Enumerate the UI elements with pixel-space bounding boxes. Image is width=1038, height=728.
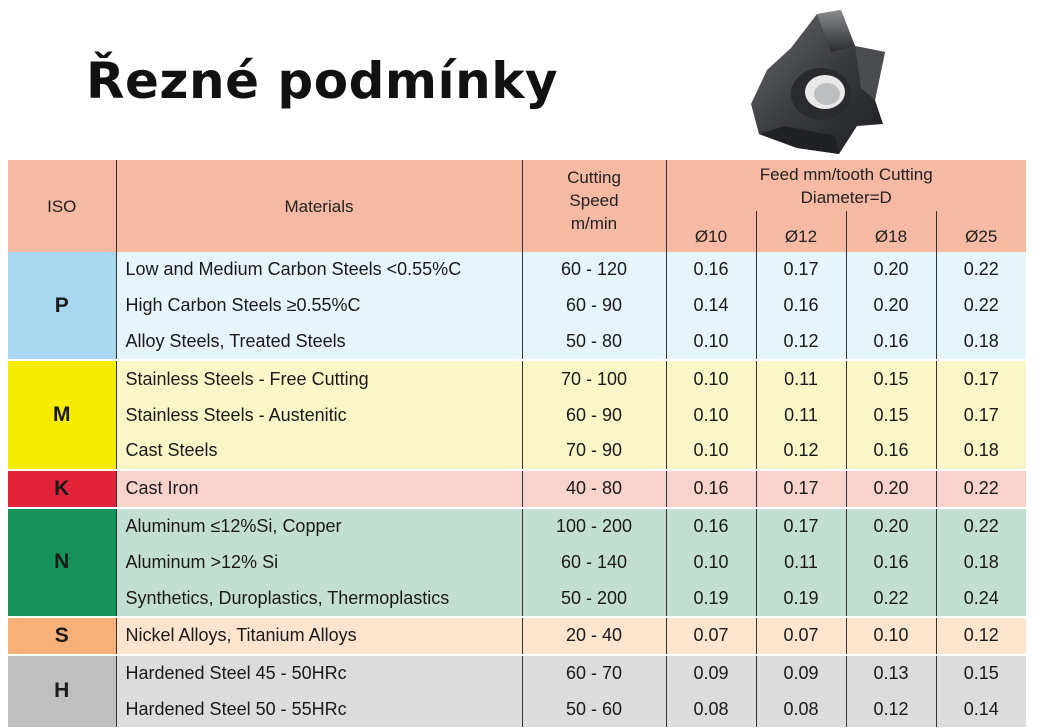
cutting-speed-cell: 100 - 200 [522,508,666,545]
table-row [8,252,1026,288]
iso-group-label: M [8,360,116,469]
feed-cell: 0.10 [693,404,729,425]
feed-cell: 0.10 [693,551,729,572]
feed-cell: 0.15 [846,360,936,397]
feed-cell: 0.16 [666,470,756,508]
cutting-speed-cell: 60 - 70 [522,655,666,692]
feed-cell: 0.12 [756,324,846,361]
header-diameter-18: Ø18 [846,211,936,252]
feed-cell: 0.22 [936,288,1026,324]
cutting-speed-cell: 40 - 80 [522,470,666,508]
cutting-speed-cell: 60 - 120 [522,252,666,288]
header-feed-text: Feed mm/tooth Cutting Diameter=D [759,164,933,207]
header-materials: Materials [116,160,522,252]
material-cell: Cast Iron [116,470,522,508]
feed-cell: 0.12 [756,433,846,470]
feed-cell: 0.15 [846,397,936,433]
feed-cell: 0.22 [936,508,1026,545]
header-iso: ISO [8,160,116,252]
feed-cell: 0.24 [936,580,1026,617]
material-cell: Low and Medium Carbon Steels <0.55%C [116,252,522,288]
feed-cell: 0.22 [936,470,1026,508]
feed-cell: 0.16 [666,508,756,545]
table-row [8,692,1026,728]
material-cell: Hardened Steel 45 - 50HRc [116,655,522,692]
cutting-insert-image [745,8,895,160]
feed-cell: 0.10 [666,360,756,397]
cutting-speed-cell: 50 - 80 [522,324,666,361]
feed-cell: 0.20 [846,508,936,545]
feed-cell: 0.22 [846,580,936,617]
feed-cell: 0.14 [936,692,1026,728]
feed-cell: 0.17 [936,397,1026,433]
material-cell: Alloy Steels, Treated Steels [116,324,522,361]
iso-group-label: P [8,252,116,360]
feed-cell: 0.16 [846,433,936,470]
feed-cell: 0.20 [846,470,936,508]
table-row [8,470,1026,508]
cutting-speed-cell: 50 - 200 [522,580,666,617]
iso-group-label: S [8,617,116,655]
cutting-speed-cell: 70 - 100 [522,360,666,397]
feed-cell: 0.16 [756,288,846,324]
header-cutting-speed [522,160,666,252]
feed-cell: 0.18 [936,324,1026,361]
feed-cell: 0.20 [846,252,936,288]
cutting-speed-cell: 20 - 40 [522,617,666,655]
header-diameter-12: Ø12 [756,211,846,252]
iso-group-label: N [8,508,116,617]
feed-cell: 0.18 [936,544,1026,580]
feed-cell: 0.20 [846,288,936,324]
header-diameter-25: Ø25 [936,211,1026,252]
table-row [8,544,1026,580]
material-cell: Aluminum >12% Si [116,544,522,580]
cutting-speed-cell: 60 - 140 [522,544,666,580]
feed-cell: 0.08 [756,692,846,728]
table-row [8,617,1026,655]
header-cutting-speed-text: Cutting Speed m/min [567,168,621,233]
table-row [8,360,1026,397]
material-cell: Nickel Alloys, Titanium Alloys [116,617,522,655]
feed-cell: 0.10 [693,440,729,461]
feed-cell: 0.16 [846,544,936,580]
material-cell: Stainless Steels - Austenitic [116,397,522,433]
feed-cell: 0.08 [693,698,729,719]
feed-cell: 0.10 [693,330,729,351]
cutting-speed-cell: 70 - 90 [522,433,666,470]
feed-cell: 0.17 [756,508,846,545]
cutting-speed-cell: 60 - 90 [522,397,666,433]
iso-group-label: K [8,470,116,508]
table-row [8,433,1026,470]
feed-cell: 0.19 [693,587,729,608]
table-row [8,508,1026,545]
cutting-conditions-table [8,160,1026,728]
feed-cell: 0.19 [756,580,846,617]
iso-group-label: H [8,655,116,728]
feed-cell: 0.07 [666,617,756,655]
feed-cell: 0.12 [846,692,936,728]
header-feed [666,160,1026,211]
material-cell: Hardened Steel 50 - 55HRc [116,692,522,728]
material-cell: High Carbon Steels ≥0.55%C [116,288,522,324]
feed-cell: 0.07 [756,617,846,655]
feed-cell: 0.11 [756,544,846,580]
feed-cell: 0.16 [693,259,729,280]
material-cell: Synthetics, Duroplastics, Thermoplastics [116,580,522,617]
feed-cell: 0.22 [936,252,1026,288]
material-cell: Aluminum ≤12%Si, Copper [116,508,522,545]
feed-cell: 0.17 [936,360,1026,397]
feed-cell: 0.17 [756,252,846,288]
material-cell: Cast Steels [116,433,522,470]
feed-cell: 0.15 [936,655,1026,692]
feed-cell: 0.11 [756,360,846,397]
feed-cell: 0.11 [756,397,846,433]
feed-cell: 0.09 [756,655,846,692]
page-title: Řezné podmínky [86,52,559,110]
feed-cell: 0.18 [936,433,1026,470]
cutting-speed-cell: 60 - 90 [522,288,666,324]
feed-cell: 0.13 [846,655,936,692]
feed-cell: 0.14 [693,295,729,316]
header-diameter-10: Ø10 [666,211,756,252]
table-row [8,288,1026,324]
cutting-speed-cell: 50 - 60 [522,692,666,728]
feed-cell: 0.17 [756,470,846,508]
material-cell: Stainless Steels - Free Cutting [116,360,522,397]
feed-cell: 0.12 [936,617,1026,655]
table-row [8,397,1026,433]
table-row [8,580,1026,617]
table-row [8,655,1026,692]
feed-cell: 0.10 [846,617,936,655]
feed-cell: 0.16 [846,324,936,361]
feed-cell: 0.09 [666,655,756,692]
table-row [8,324,1026,361]
